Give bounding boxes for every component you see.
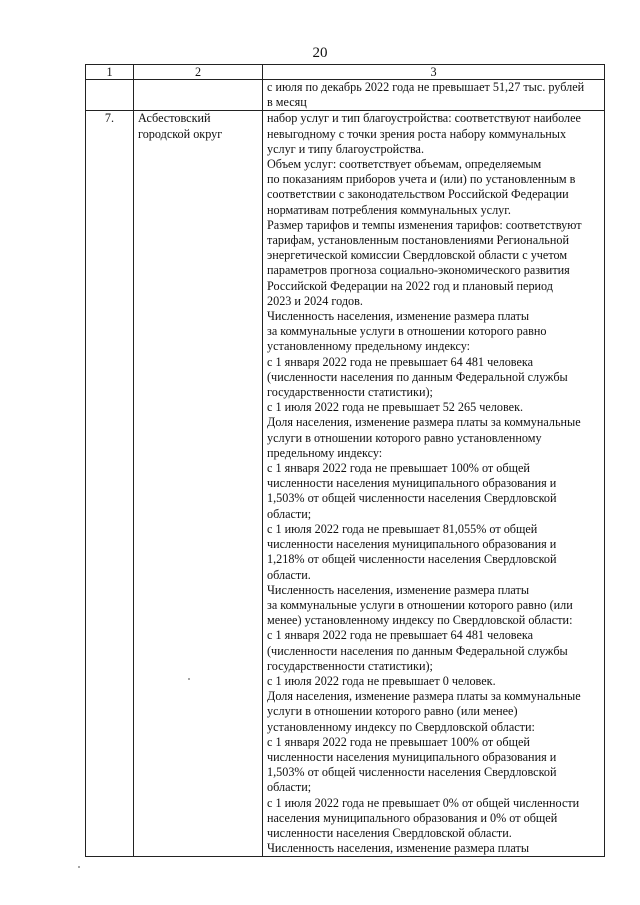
text-line: услуги в отношении которого равно (или менее)	[267, 704, 518, 719]
text-line: с 1 января 2022 года не превышает 64 481 человека	[267, 628, 534, 643]
text-line: государственности статистики);	[267, 385, 433, 400]
text-line: 1,503% от общей численности населения Свердловской	[267, 765, 557, 780]
column-header-1: 1	[86, 65, 134, 80]
text-line: государственности статистики);	[267, 658, 433, 673]
municipality-name-line: городской округ	[138, 126, 223, 141]
row-number: 7.	[86, 111, 134, 857]
text-line: с 1 января 2022 года не превышает 64 481 человека	[267, 354, 534, 369]
text-line: населения муниципального образования и 0% от общей	[267, 810, 558, 825]
text-line: в месяц	[267, 95, 307, 110]
text-line: 1,218% от общей численности населения Свердловской	[267, 552, 557, 567]
row-text-cell	[263, 111, 605, 857]
continuation-number-cell	[86, 80, 134, 111]
text-line: Российской Федерации на 2022 год и плановый период	[267, 278, 553, 293]
text-line: менее) установленному индексу по Свердловской области:	[267, 613, 573, 628]
page-number: 20	[312, 45, 328, 61]
text-line: набор услуг и тип благоустройства: соответствуют наиболее	[267, 111, 581, 126]
text-line: услуги в отношении которого равно установленному	[267, 430, 542, 445]
text-line: за коммунальные услуги в отношении которого равно (или	[267, 597, 573, 612]
column-header-2: 2	[134, 65, 263, 80]
text-line: Размер тарифов и темпы изменения тарифов: соответствуют	[267, 217, 582, 232]
continuation-row	[86, 80, 605, 111]
text-line: Численность населения, изменение размера платы	[267, 841, 530, 856]
scan-speck	[188, 678, 190, 680]
text-line: численности населения муниципального образования и	[267, 476, 557, 491]
text-line: за коммунальные услуги в отношении которого равно	[267, 324, 547, 339]
text-line: численности населения муниципального образования и	[267, 537, 557, 552]
text-line: с июля по декабрь 2022 года не превышает 51,27 тыс. рублей	[267, 80, 585, 94]
text-line: с 1 января 2022 года не превышает 100% от общей	[267, 734, 530, 749]
text-line: с 1 июля 2022 года не превышает 81,055% от общей	[267, 521, 538, 536]
text-line: Объем услуг: соответствует объемам, определяемым	[267, 157, 542, 172]
text-line: 2023 и 2024 годов.	[267, 293, 363, 308]
text-line: численности населения муниципального образования и	[267, 749, 557, 764]
scan-speck	[78, 866, 80, 868]
text-line: с 1 июля 2022 года не превышает 52 265 человек.	[267, 400, 524, 415]
text-line: численности населения Свердловской области.	[267, 825, 512, 840]
text-line: области;	[267, 506, 312, 521]
text-line: с 1 июля 2022 года не превышает 0% от общей численности	[267, 795, 580, 810]
text-line: нормативам потребления коммунальных услуг.	[267, 202, 511, 217]
text-line: области.	[267, 567, 311, 582]
text-line: Численность населения, изменение размера платы	[267, 309, 530, 324]
text-line: с 1 июля 2022 года не превышает 0 человек.	[267, 673, 496, 688]
text-line: Доля населения, изменение размера платы за коммунальные	[267, 415, 581, 430]
continuation-text-cell	[263, 80, 605, 111]
text-line: тарифам, установленным постановлениями Региональной	[267, 233, 569, 248]
continuation-name-cell	[134, 80, 263, 111]
text-line: Доля населения, изменение размера платы за коммунальные	[267, 689, 581, 704]
text-line: установленному предельному индексу:	[267, 339, 471, 354]
table-header-row	[86, 65, 605, 80]
municipality-name-cell	[134, 111, 263, 857]
column-header-3: 3	[263, 65, 605, 80]
text-line: области;	[267, 780, 312, 795]
text-line: (численности населения по данным Федеральной службы	[267, 643, 568, 658]
text-line: 1,503% от общей численности населения Свердловской	[267, 491, 557, 506]
text-line: по показаниям приборов учета и (или) по установленным в	[267, 172, 576, 187]
text-line: энергетической комиссии Свердловской области с учетом	[267, 248, 568, 263]
text-line: соответствии с законодательством Российской Федерации	[267, 187, 569, 202]
text-line: параметров прогноза социально-экономического развития	[267, 263, 570, 278]
text-line: установленному индексу по Свердловской области:	[267, 719, 535, 734]
text-line: предельному индексу:	[267, 445, 383, 460]
text-line: с 1 января 2022 года не превышает 100% от общей	[267, 461, 530, 476]
document-table	[85, 64, 605, 857]
municipality-name-line: Асбестовский	[138, 111, 211, 126]
text-line: невыгодному с точки зрения роста набору коммунальных	[267, 126, 567, 141]
text-line: Численность населения, изменение размера платы	[267, 582, 530, 597]
table-row	[86, 111, 605, 857]
text-line: (численности населения по данным Федеральной службы	[267, 369, 568, 384]
text-line: услуг и типу благоустройства.	[267, 141, 424, 156]
